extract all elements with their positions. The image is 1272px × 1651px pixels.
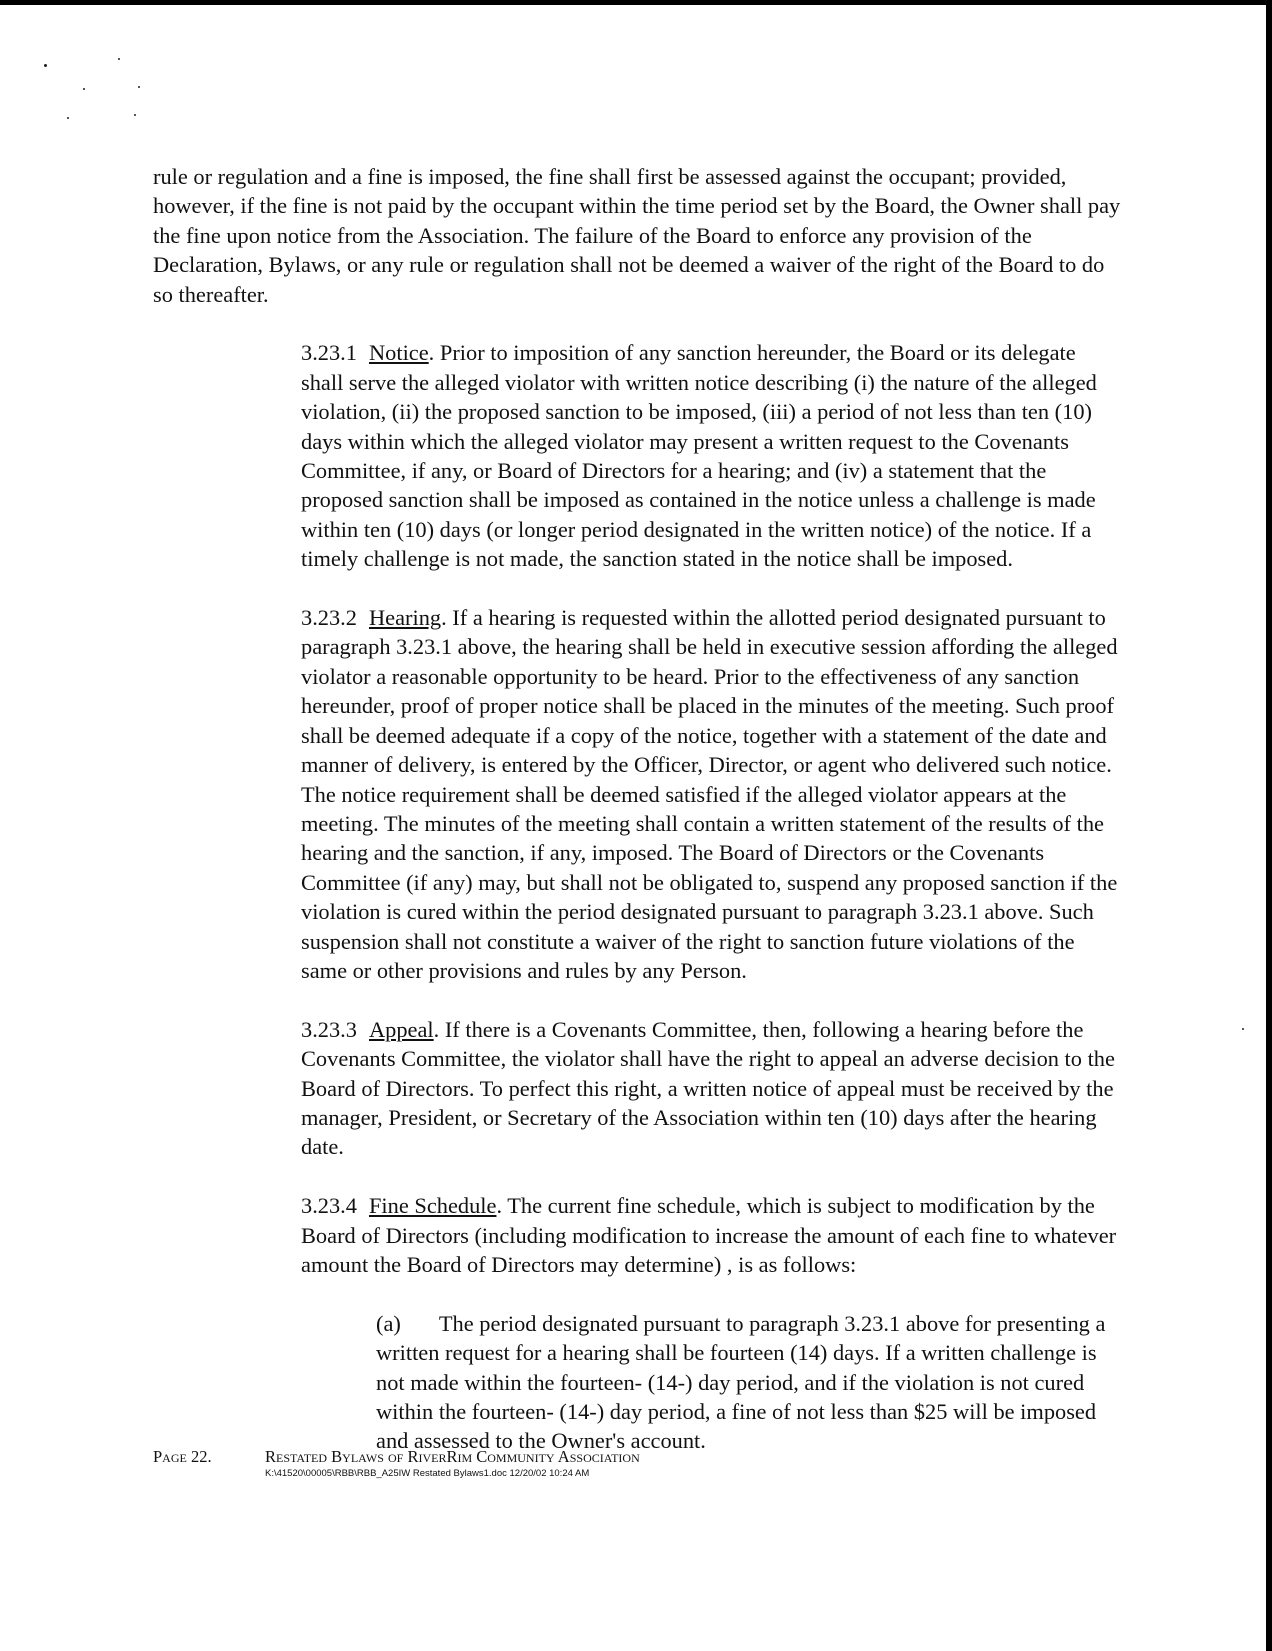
- paragraph-intro: rule or regulation and a fine is imposed, the fine shall first be assessed against the occupant; provided, however, if the fine is not paid by the occupant within the time period set by the Board, the Owner shall pay the fine upon notice from the Association. The failure of the Board to enforce any provision of the Declaration, Bylaws, or any rule or regulation shall not be deemed a waiver of the right of the Board to do so thereafter.: [153, 164, 1121, 307]
- footer-page-number: Page 22.: [153, 1447, 212, 1466]
- list-item-body: The period designated pursuant to paragraph 3.23.1 above for presenting a written request for a hearing shall be fourteen (14) days. If a written challenge is not made within the fourteen- (14-) day period, and if the violation is not cured within the fourteen- (14-) day period, a fine of not less than $25 will be imposed and assessed to the Owner's account.: [376, 1310, 1106, 1454]
- page-footer: [153, 1447, 853, 1479]
- section-body: . Prior to imposition of any sanction hereunder, the Board or its delegate shall serve the alleged violator with written notice describing (i) the nature of the alleged violation, (ii) the proposed sanction to be imposed, (iii) a period of not less than ten (10) days within which the alleged violator may present a written request to the Covenants Committee, if any, or Board of Directors for a hearing; and (iv) a statement that the proposed sanction shall be imposed as contained in the notice unless a challenge is made within ten (10) days (or longer period designated in the written notice) of the notice. If a timely challenge is not made, the sanction stated in the notice shall be imposed.: [301, 340, 1097, 572]
- section-body: . The current fine schedule, which is subject to modification by the Board of Directors (including modification to increase the amount of each fine to whatever amount the Board of Directors may determine) , is as follows:: [301, 1193, 1117, 1277]
- scan-speck: [138, 86, 140, 88]
- footer-file-path: K:\41520\00005\RBB\RBB_A25IW Restated Bylaws1.doc 12/20/02 10:24 AM: [265, 1468, 590, 1479]
- section-heading: Appeal: [368, 1016, 434, 1042]
- section-heading: Hearing: [368, 605, 442, 631]
- section-number: 3.23.4: [301, 1193, 357, 1219]
- section-heading: Fine Schedule: [368, 1193, 497, 1219]
- scan-border-right: [1266, 0, 1272, 1651]
- scan-speck: [67, 117, 69, 119]
- section-number: 3.23.1: [301, 340, 357, 366]
- scan-speck: [134, 114, 136, 116]
- document-body: [153, 162, 1123, 1485]
- section-number: 3.23.2: [301, 605, 357, 631]
- section-3-23-4-fine-schedule: [153, 1191, 1123, 1279]
- section-heading: Notice: [368, 340, 429, 366]
- list-item-a: [153, 1309, 1123, 1456]
- scan-speck: [118, 58, 120, 60]
- scan-speck: [83, 88, 85, 90]
- footer-document-title: Restated Bylaws of RiverRim Community Association: [265, 1447, 640, 1466]
- section-3-23-2-hearing: [153, 603, 1123, 985]
- scan-speck: [1242, 1028, 1244, 1030]
- list-item-label: (a): [376, 1310, 401, 1336]
- section-3-23-1-notice: [153, 338, 1123, 573]
- section-3-23-3-appeal: [153, 1015, 1123, 1162]
- section-number: 3.23.3: [301, 1016, 357, 1042]
- section-body: . If a hearing is requested within the allotted period designated pursuant to paragraph 3.23.1 above, the hearing shall be held in executive session affording the alleged violator a reasonable opportunity to be heard. Prior to the effectiveness of any sanction hereunder, proof of proper notice shall be placed in the minutes of the meeting. Such proof shall be deemed adequate if a copy of the notice, together with a statement of the date and manner of delivery, is entered by the Officer, Director, or agent who delivered such notice. The notice requirement shall be deemed satisfied if the alleged violator appears at the meeting. The minutes of the meeting shall contain a written statement of the results of the hearing and the sanction, if any, imposed. The Board of Directors or the Covenants Committee (if any) may, but shall not be obligated to, suspend any proposed sanction if the violation is cured within the period designated pursuant to paragraph 3.23.1 above. Such suspension shall not constitute a waiver of the right to sanction future violations of the same or other provisions and rules by any Person.: [301, 605, 1118, 983]
- scan-border-top: [0, 0, 1272, 5]
- scan-speck: [44, 64, 47, 67]
- section-body: . If there is a Covenants Committee, then, following a hearing before the Covenants Committee, the violator shall have the right to appeal an adverse decision to the Board of Directors. To perfect this right, a written notice of appeal must be received by the manager, President, or Secretary of the Association within ten (10) days after the hearing date.: [301, 1016, 1115, 1160]
